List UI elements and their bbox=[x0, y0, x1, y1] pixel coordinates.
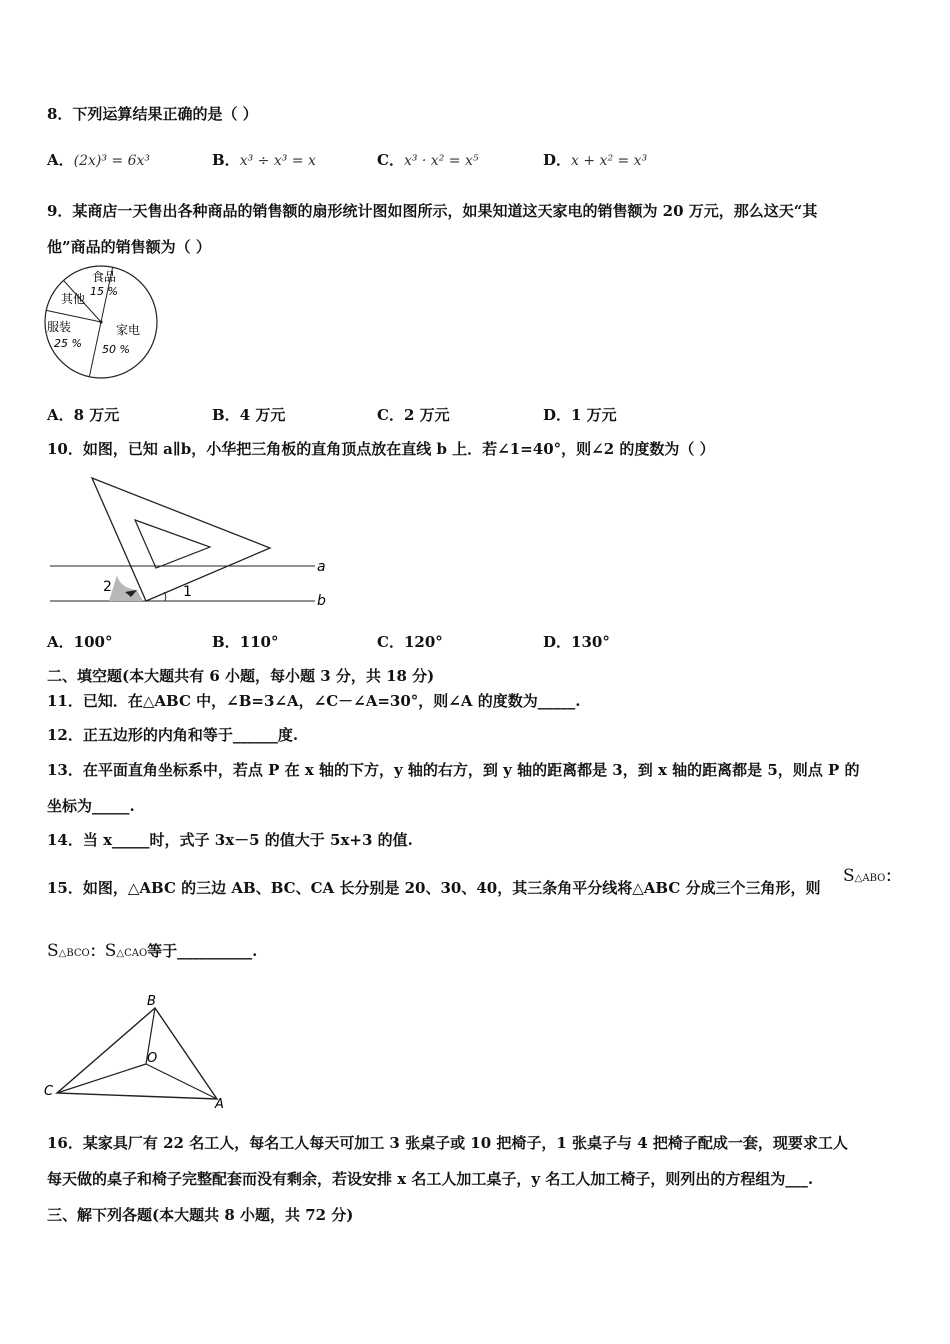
pie-label-other: 其他 bbox=[61, 292, 86, 306]
vertex-a-label: A bbox=[215, 1097, 224, 1110]
pie-slice-boundary-4 bbox=[89, 322, 101, 377]
pie-value-food: 15 % bbox=[90, 285, 118, 298]
q14-text: 14．当 x_____时，式子 3x－5 的值大于 5x+3 的值. bbox=[47, 831, 413, 849]
triangle-ruler-inner bbox=[135, 520, 210, 568]
q16-line2: 每天做的桌子和椅子完整配套而没有剩余，若设安排 x 名工人加工桌子，y 名工人加工椅子，则列出的方程组为___. bbox=[47, 1170, 814, 1188]
option-label: A． bbox=[47, 151, 74, 169]
q15-ratio-abo bbox=[843, 865, 900, 886]
pie-label-clothing: 服装 bbox=[47, 320, 72, 334]
q9-option-b bbox=[212, 404, 285, 425]
q9-option-d bbox=[543, 404, 617, 425]
q9-stem-line1: 9．某商店一天售出各种商品的销售额的扇形统计图如图所示，如果知道这天家电的销售额为 20 万元，那么这天“其 bbox=[47, 202, 818, 220]
option-text: 8 万元 bbox=[73, 406, 120, 424]
q10-option-d bbox=[543, 631, 610, 652]
line-a-label: a bbox=[317, 559, 326, 575]
angle2-label: 2 bbox=[103, 579, 112, 595]
area-symbol: S bbox=[47, 941, 59, 961]
pie-value-clothing: 25 % bbox=[54, 337, 82, 350]
option-text: 110° bbox=[239, 633, 279, 651]
q8-option-d bbox=[543, 149, 647, 170]
q16-line1: 16．某家具厂有 22 名工人，每名工人每天可加工 3 张桌子或 10 把椅子，1 张桌子与 4 把椅子配成一套，现要求工人 bbox=[47, 1134, 848, 1152]
q11-text: 11．已知．在△ABC 中，∠B=3∠A，∠C－∠A=30°，则∠A 的度数为_____. bbox=[47, 692, 581, 710]
pie-label-food: 食品 bbox=[92, 270, 117, 284]
q10-option-a bbox=[47, 631, 112, 652]
area-subscript: △ABO bbox=[854, 873, 886, 884]
option-label: B． bbox=[212, 633, 240, 651]
q8-option-c bbox=[377, 149, 478, 170]
option-label: C． bbox=[377, 633, 404, 651]
option-text: 4 万元 bbox=[239, 406, 286, 424]
q10-stem: 10．如图，已知 a∥b，小华把三角板的直角顶点放在直线 b 上．若∠1=40°，则∠2 的度数为（ ） bbox=[47, 440, 715, 458]
option-expr: (2x)³ = 6x³ bbox=[73, 153, 151, 169]
option-expr: x³ ÷ x³ = x bbox=[239, 153, 316, 169]
option-label: B． bbox=[212, 406, 240, 424]
option-text: 2 万元 bbox=[403, 406, 450, 424]
area-symbol: S bbox=[843, 866, 855, 886]
q9-option-c bbox=[377, 404, 450, 425]
section-2-heading: 二、填空题(本大题共有 6 小题，每小题 3 分，共 18 分) bbox=[47, 667, 435, 685]
q12-text: 12．正五边形的内角和等于______度. bbox=[47, 726, 299, 744]
q10-option-c bbox=[377, 631, 443, 652]
option-expr: x + x² = x³ bbox=[571, 153, 648, 169]
area-subscript: △CAO bbox=[116, 948, 148, 959]
q10-option-b bbox=[212, 631, 279, 652]
option-text: 1 万元 bbox=[571, 406, 617, 424]
bisector-a bbox=[146, 1064, 217, 1099]
section-3-heading: 三、解下列各题(本大题共 8 小题，共 72 分) bbox=[47, 1206, 354, 1224]
q9-pie-chart bbox=[40, 265, 165, 385]
q10-figure bbox=[45, 470, 345, 615]
q9-stem-line2: 他”商品的销售额为（ ） bbox=[47, 238, 211, 256]
area-subscript: △BCO bbox=[58, 948, 90, 959]
option-label: A． bbox=[47, 633, 74, 651]
area-symbol: S bbox=[104, 941, 117, 961]
option-label: D． bbox=[543, 406, 572, 424]
q9-option-a bbox=[47, 404, 119, 425]
ratio-colon: ： bbox=[89, 942, 105, 960]
q13-line2: 坐标为_____. bbox=[47, 797, 135, 815]
q8-option-a bbox=[47, 149, 150, 170]
q15-line1: 15．如图，△ABC 的三边 AB、BC、CA 长分别是 20、30、40，其三条角平分线将△ABC 分成三个三角形，则 bbox=[47, 879, 821, 897]
q15-tail: 等于__________. bbox=[147, 942, 258, 960]
pie-label-appliance: 家电 bbox=[116, 323, 141, 337]
angle1-label: 1 bbox=[183, 584, 192, 600]
q13-line1: 13．在平面直角坐标系中，若点 P 在 x 轴的下方，y 轴的右方，到 y 轴的距离都是 3，到 x 轴的距离都是 5，则点 P 的 bbox=[47, 761, 860, 779]
option-label: C． bbox=[377, 406, 404, 424]
q15-figure bbox=[40, 990, 230, 1110]
option-expr: x³ · x² = x⁵ bbox=[403, 153, 479, 169]
option-text: 130° bbox=[571, 633, 610, 651]
option-label: D． bbox=[543, 633, 572, 651]
option-label: A． bbox=[47, 406, 74, 424]
pie-center bbox=[99, 320, 102, 323]
bisector-c bbox=[57, 1064, 146, 1093]
option-label: B． bbox=[212, 151, 240, 169]
option-label: D． bbox=[543, 151, 572, 169]
option-text: 120° bbox=[403, 633, 443, 651]
line-b-label: b bbox=[317, 593, 326, 609]
q15-line2 bbox=[47, 940, 257, 961]
pie-value-appliance: 50 % bbox=[102, 343, 130, 356]
q8-option-b bbox=[212, 149, 316, 170]
option-text: 100° bbox=[73, 633, 113, 651]
angle2-shade bbox=[109, 575, 143, 601]
vertex-b-label: B bbox=[147, 994, 156, 1009]
q8-stem: 8．下列运算结果正确的是（ ） bbox=[47, 105, 258, 123]
vertex-c-label: C bbox=[44, 1084, 54, 1099]
ratio-colon: ： bbox=[885, 867, 901, 885]
point-o-label: O bbox=[147, 1051, 158, 1066]
option-label: C． bbox=[377, 151, 404, 169]
